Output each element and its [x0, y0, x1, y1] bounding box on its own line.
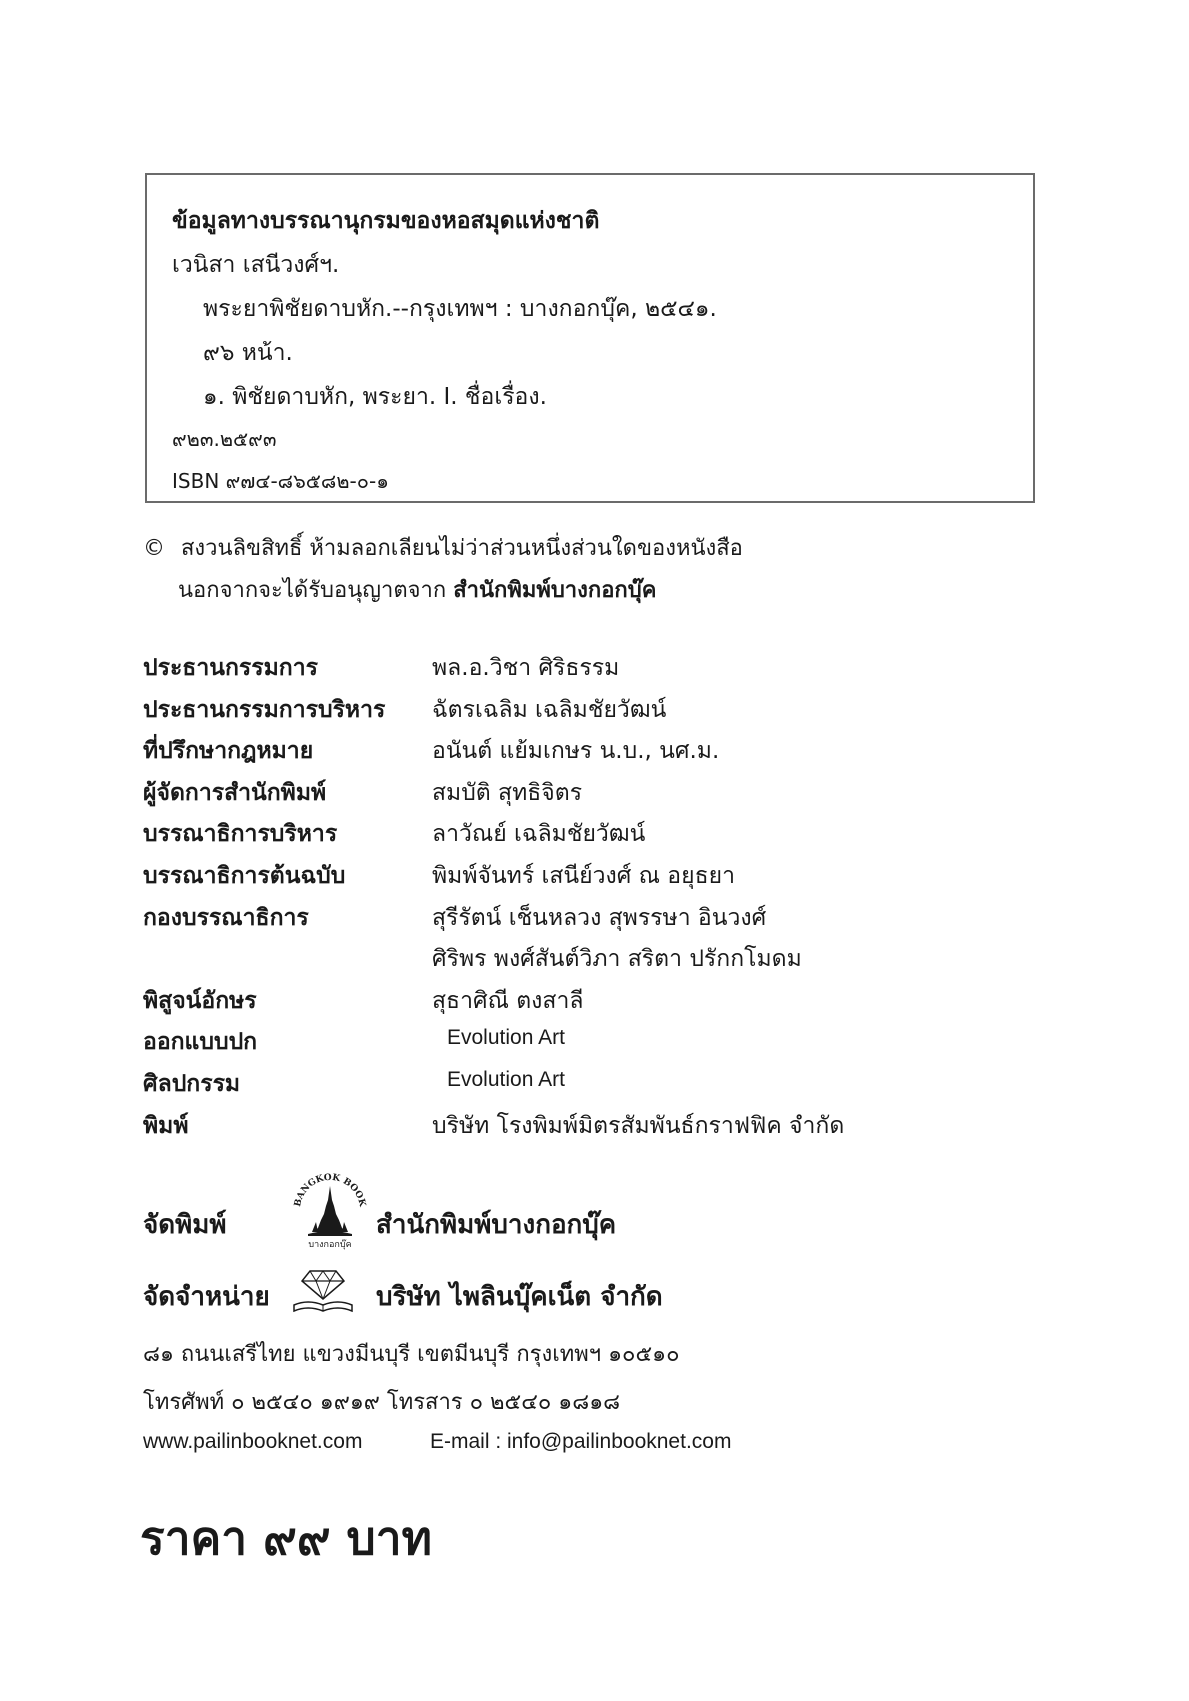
credit-row — [143, 1066, 1043, 1108]
website-link[interactable]: www.pailinbooknet.com — [143, 1430, 363, 1453]
credit-row — [143, 733, 1043, 775]
copyright-permission-text: นอกจากจะได้รับอนุญาตจาก — [178, 578, 447, 603]
credit-row — [143, 858, 1043, 900]
credit-name: ลาวัณย์ เฉลิมชัยวัฒน์ — [432, 821, 646, 848]
credit-row — [143, 941, 1043, 983]
credit-row — [143, 775, 1043, 817]
bangkok-book-logo-icon — [290, 1170, 370, 1250]
credit-row — [143, 900, 1043, 942]
credit-role: ที่ปรึกษากฎหมาย — [143, 738, 314, 765]
distributor-name: บริษัท ไพลินบุ๊คเน็ต จำกัด — [376, 1282, 663, 1312]
copyright-publisher: สำนักพิมพ์บางกอกบุ๊ค — [453, 578, 657, 603]
cip-heading: ข้อมูลทางบรรณานุกรมของหอสมุดแห่งชาติ — [172, 208, 600, 234]
email-link[interactable]: E-mail : info@pailinbooknet.com — [430, 1430, 732, 1453]
distributor-role: จัดจำหน่าย — [143, 1282, 270, 1312]
publisher-name: สำนักพิมพ์บางกอกบุ๊ค — [376, 1210, 617, 1240]
logo-arc-text: BANGKOK BOOK — [293, 1172, 367, 1208]
credits-list — [143, 650, 1043, 1149]
copyright-line-1 — [143, 530, 743, 565]
credit-name: พล.อ.วิชา ศิริธรรม — [432, 655, 620, 681]
cip-author: เวนิสา เสนีวงศ์ฯ. — [172, 252, 340, 278]
credit-role: พิสูจน์อักษร — [143, 987, 257, 1014]
cip-imprint: พระยาพิชัยดาบหัก.--กรุงเทพฯ : บางกอกบุ๊ค, ๒๕๔๑. — [203, 296, 717, 322]
credit-name: บริษัท โรงพิมพ์มิตรสัมพันธ์กราฟฟิค จำกัด — [432, 1112, 845, 1139]
credit-role: ออกแบบปก — [143, 1029, 258, 1056]
credit-row — [143, 816, 1043, 858]
credit-row — [143, 983, 1043, 1025]
credit-name: สุรีรัตน์ เช็นหลวง สุพรรษา อินวงศ์ — [432, 904, 767, 931]
publisher-role: จัดพิมพ์ — [143, 1210, 227, 1240]
phone-fax-line: โทรศัพท์ ๐ ๒๕๔๐ ๑๙๑๙ โทรสาร ๐ ๒๕๔๐ ๑๘๑๘ — [143, 1390, 621, 1415]
cip-subjects: ๑. พิชัยดาบหัก, พระยา. I. ชื่อเรื่อง. — [203, 384, 547, 410]
credit-row — [143, 692, 1043, 734]
logo-bottom-text: บางกอกบุ๊ค — [308, 1240, 352, 1250]
cip-call-number: ๙๒๓.๒๕๙๓ — [172, 427, 277, 451]
cip-box — [145, 173, 1035, 503]
credit-role: ศิลปกรรม — [143, 1070, 241, 1097]
credit-role: พิมพ์ — [143, 1112, 189, 1139]
copyright-line-2 — [178, 572, 656, 607]
credit-role: ประธานกรรมการ — [143, 655, 318, 681]
address-line: ๘๑ ถนนเสรีไทย แขวงมีนบุรี เขตมีนบุรี กรุงเทพฯ ๑๐๕๑๐ — [143, 1342, 680, 1367]
diamond-book-logo-icon — [290, 1265, 356, 1315]
credit-name: สุธาศิณี ตงสาลี — [432, 987, 584, 1014]
credit-name: พิมพ์จันทร์ เสนีย์วงศ์ ณ อยุธยา — [432, 862, 736, 889]
credit-name: อนันต์ แย้มเกษร น.บ., นศ.ม. — [432, 738, 720, 765]
credit-name: Evolution Art — [447, 1026, 565, 1050]
credit-row — [143, 650, 1043, 692]
credit-row — [143, 1108, 1043, 1150]
credit-name: ฉัตรเฉลิม เฉลิมชัยวัฒน์ — [432, 696, 667, 723]
credit-name: ศิริพร พงศ์สันต์วิภา สริตา ปรักกโมดม — [432, 946, 802, 973]
price-label: ราคา ๙๙ บาท — [140, 1511, 432, 1565]
credit-role: บรรณาธิการบริหาร — [143, 821, 338, 848]
copyright-symbol: © — [143, 536, 165, 561]
credit-row — [143, 1024, 1043, 1066]
credit-role: กองบรรณาธิการ — [143, 904, 309, 931]
cip-pages: ๙๖ หน้า. — [203, 340, 293, 366]
credit-name: สมบัติ สุทธิจิตร — [432, 779, 583, 806]
credit-role: ประธานกรรมการบริหาร — [143, 696, 386, 723]
credit-role: บรรณาธิการต้นฉบับ — [143, 862, 346, 889]
credit-role: ผู้จัดการสำนักพิมพ์ — [143, 779, 327, 806]
credit-name: Evolution Art — [447, 1067, 565, 1091]
copyright-text: สงวนลิขสิทธิ์ ห้ามลอกเลียนไม่ว่าส่วนหนึ่งส่วนใดของหนังสือ — [181, 536, 743, 561]
cip-isbn: ISBN ๙๗๔-๘๖๕๘๒-๐-๑ — [172, 469, 389, 493]
